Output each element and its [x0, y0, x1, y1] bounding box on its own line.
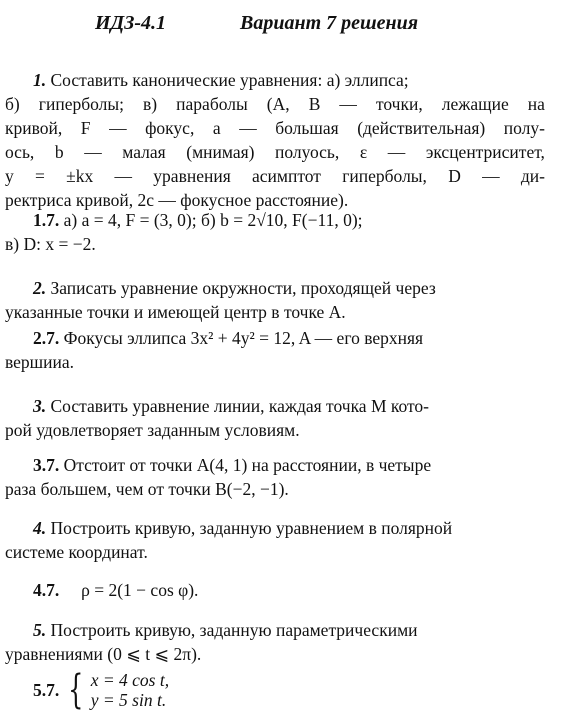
task-4-line-1 — [5, 516, 545, 540]
task-1-line-5: y = ±kx — уравнения асимптот гиперболы, D — ди- — [5, 166, 545, 186]
task-3-7-line-1 — [5, 453, 545, 477]
task-5-line-1 — [5, 618, 545, 642]
task-2-7-line-2: вершииа. — [5, 352, 75, 372]
task-3-7 — [5, 453, 545, 501]
task-1-line-6: ректриса кривой, 2c — фокусное расстояние). — [5, 190, 349, 210]
task-3 — [5, 394, 545, 442]
task-2-line-1 — [5, 276, 545, 300]
task-1-line-2: б) гиперболы; в) параболы (A, B — точки, лежащие на — [5, 94, 545, 114]
task-1-number: 1. — [33, 70, 47, 90]
task-5 — [5, 618, 545, 666]
task-2-line-2: указанные точки и имеющей центр в точке A. — [5, 302, 346, 322]
task-3-7-text-1: Отстоит от точки A(4, 1) на расстоянии, в четыре — [63, 455, 432, 475]
task-1-7-number: 1.7. — [33, 210, 60, 230]
task-5-7 — [5, 667, 545, 713]
equation-y: y = 5 sin t. — [90, 690, 167, 710]
header-code: ИДЗ-4.1 — [95, 12, 167, 34]
task-2-7 — [5, 326, 545, 374]
task-5-line-2: уравнениями (0 ⩽ t ⩽ 2π). — [5, 644, 202, 664]
task-1-line-4: ось, b — малая (мнимая) полуось, ε — эксцентриситет, — [5, 142, 545, 162]
task-3-line-1 — [5, 394, 545, 418]
task-2-7-line-1 — [5, 326, 545, 350]
task-4-7 — [5, 578, 545, 602]
task-1-7-line-2: в) D: x = −2. — [5, 234, 96, 254]
task-3-text-1: Составить уравнение линии, каждая точка M кото- — [50, 396, 430, 416]
task-1-7-text-1: а) a = 4, F = (3, 0); б) b = 2√10, F(−11, 0); — [63, 210, 363, 230]
task-4-7-line — [5, 578, 545, 602]
task-5-7-line — [5, 667, 545, 713]
task-5-number: 5. — [33, 620, 47, 640]
task-2-7-text-1: Фокусы эллипса 3x² + 4y² = 12, A — его верхняя — [63, 328, 424, 348]
curly-brace-icon: { — [68, 667, 84, 713]
task-4-7-number: 4.7. — [33, 580, 60, 600]
header-variant: Вариант 7 решения — [240, 12, 419, 34]
task-1-7 — [5, 208, 545, 256]
task-4-line-2: системе координат. — [5, 542, 148, 562]
task-5-7-number: 5.7. — [33, 680, 60, 700]
task-2-7-number: 2.7. — [33, 328, 60, 348]
task-3-7-line-2: раза большем, чем от точки B(−2, −1). — [5, 479, 289, 499]
task-1-line-3: кривой, F — фокус, a — большая (действительная) полу- — [5, 118, 545, 138]
task-4-text-1: Построить кривую, заданную уравнением в полярной — [50, 518, 453, 538]
task-1-text-1: Составить канонические уравнения: а) эллипса; — [50, 70, 409, 90]
task-4 — [5, 516, 545, 564]
task-2-number: 2. — [33, 278, 47, 298]
document-header — [0, 12, 576, 42]
task-2 — [5, 276, 545, 324]
task-3-number: 3. — [33, 396, 47, 416]
task-1 — [5, 68, 545, 212]
task-3-7-number: 3.7. — [33, 455, 60, 475]
equation-x: x = 4 cos t, — [90, 670, 170, 690]
task-5-text-1: Построить кривую, заданную параметрическими — [50, 620, 418, 640]
task-4-7-formula: ρ = 2(1 − cos φ). — [81, 580, 199, 600]
task-1-line-1 — [5, 68, 545, 92]
task-1-7-line-1 — [5, 208, 545, 232]
parametric-system — [59, 667, 170, 713]
task-4-number: 4. — [33, 518, 47, 538]
task-2-text-1: Записать уравнение окружности, проходящей через — [50, 278, 436, 298]
task-3-line-2: рой удовлетворяет заданным условиям. — [5, 420, 300, 440]
